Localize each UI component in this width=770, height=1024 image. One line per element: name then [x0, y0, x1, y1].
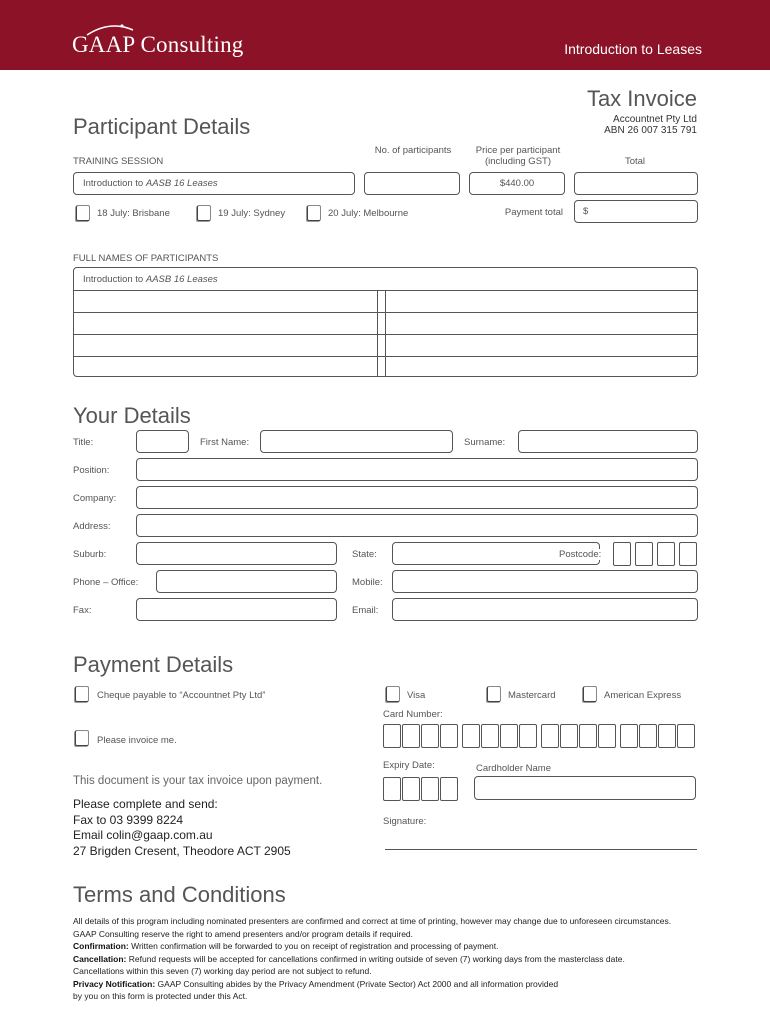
signature-label: Signature:: [383, 816, 427, 827]
brisbane-label: 18 July: Brisbane: [97, 208, 170, 219]
postcode-digit-2[interactable]: [635, 542, 653, 566]
card-digit[interactable]: [500, 724, 518, 748]
training-session-field[interactable]: [73, 172, 355, 195]
position-label: Position:: [73, 465, 110, 476]
participant-name-field[interactable]: [76, 336, 375, 355]
participant-section-title: Participant Details: [73, 114, 251, 139]
tax-invoice-note: This document is your tax invoice upon payment.: [73, 775, 323, 787]
send-line: Fax to 03 9399 8224: [73, 812, 184, 827]
invoice-label: Please invoice me.: [97, 735, 177, 746]
payment-total-field[interactable]: [574, 200, 698, 223]
participant-names-table: [73, 267, 698, 377]
title-input[interactable]: [136, 430, 189, 453]
sydney-label: 19 July: Sydney: [218, 208, 286, 219]
sydney-checkbox[interactable]: [197, 205, 211, 221]
participant-name-field[interactable]: [387, 336, 695, 355]
mobile-label: Mobile:: [352, 577, 383, 588]
expiry-digit[interactable]: [421, 777, 439, 801]
expiry-digit[interactable]: [402, 777, 420, 801]
participant-name-field[interactable]: [387, 358, 695, 375]
surname-label: Surname:: [464, 437, 506, 448]
postcode-digit-4[interactable]: [679, 542, 697, 566]
names-header-text: Introduction to AASB 16 Leases: [83, 274, 218, 285]
terms-cancellation: Cancellation: Refund requests will be accepted for cancellations confirmed in writing outside of seven (7) working days from the masterclass date.: [73, 953, 625, 964]
postcode-label: Postcode:: [559, 549, 602, 560]
cardholder-input[interactable]: [474, 776, 696, 800]
fax-input[interactable]: [136, 598, 337, 621]
price-field: [469, 172, 565, 195]
price-label-line1: Price per participant: [475, 145, 561, 156]
card-digit[interactable]: [658, 724, 676, 748]
training-session-label: TRAINING SESSION: [73, 156, 164, 167]
cardholder-label: Cardholder Name: [476, 763, 551, 774]
title-label: Title:: [73, 437, 94, 448]
state-label: State:: [352, 549, 377, 560]
postcode-digit-1[interactable]: [613, 542, 631, 566]
company-label: Company:: [73, 493, 117, 504]
company-input[interactable]: [136, 486, 698, 509]
send-line: Email colin@gaap.com.au: [73, 828, 213, 842]
terms-privacy: Privacy Notification: GAAP Consulting abides by the Privacy Amendment (Private Sector) Act 2000 and all information provided: [73, 978, 559, 989]
card-digit[interactable]: [383, 724, 401, 748]
invoice-checkbox[interactable]: [75, 730, 89, 746]
address-label: Address:: [73, 521, 111, 532]
send-line: Please complete and send:: [73, 797, 218, 811]
first-name-label: First Name:: [200, 437, 250, 448]
phone-office-input[interactable]: [156, 570, 337, 593]
full-names-label: FULL NAMES OF PARTICIPANTS: [73, 253, 219, 264]
fax-label: Fax:: [73, 605, 92, 616]
cheque-checkbox[interactable]: [75, 686, 89, 702]
num-participants-label: No. of participants: [374, 145, 452, 156]
participant-name-field[interactable]: [387, 292, 695, 311]
names-col-divider: [385, 290, 386, 376]
participant-name-field[interactable]: [387, 314, 695, 333]
terms-line: Cancellations within this seven (7) working day period are not subject to refund.: [73, 966, 372, 976]
suburb-input[interactable]: [136, 542, 337, 565]
mobile-input[interactable]: [392, 570, 698, 593]
visa-checkbox[interactable]: [386, 686, 400, 702]
terms-confirmation: Confirmation: Written confirmation will be forwarded to you on receipt of registration and processing of payment.: [73, 941, 499, 951]
card-digit[interactable]: [639, 724, 657, 748]
card-digit[interactable]: [560, 724, 578, 748]
invoice-company: Accountnet Pty Ltd: [613, 114, 697, 125]
payment-total-label: Payment total: [504, 207, 563, 218]
card-number-label: Card Number:: [383, 709, 443, 720]
mastercard-label: Mastercard: [508, 690, 556, 701]
postcode-digit-3[interactable]: [657, 542, 675, 566]
card-digit[interactable]: [481, 724, 499, 748]
names-col-divider: [377, 290, 378, 376]
brand-logo: GAAP Consulting: [72, 32, 244, 57]
email-label: Email:: [352, 605, 379, 616]
your-details-title: Your Details: [73, 403, 191, 428]
cheque-label: Cheque payable to “Accountnet Pty Ltd”: [97, 690, 266, 701]
address-input[interactable]: [136, 514, 698, 537]
send-instructions: [73, 797, 291, 859]
card-digit[interactable]: [677, 724, 695, 748]
signature-line[interactable]: [385, 849, 697, 850]
expiry-digit[interactable]: [383, 777, 401, 801]
total-label: Total: [624, 156, 646, 167]
amex-label: American Express: [604, 690, 682, 701]
price-label-line2: (including GST): [485, 156, 551, 167]
email-input[interactable]: [392, 598, 698, 621]
price-value: $440.00: [499, 178, 535, 189]
expiry-digit[interactable]: [440, 777, 458, 801]
terms-body: [73, 915, 713, 1003]
card-digit[interactable]: [402, 724, 420, 748]
card-digit[interactable]: [421, 724, 439, 748]
course-title: Introduction to Leases: [564, 41, 702, 57]
amex-checkbox[interactable]: [583, 686, 597, 702]
expiry-label: Expiry Date:: [383, 760, 435, 771]
brisbane-checkbox[interactable]: [76, 205, 90, 221]
position-input[interactable]: [136, 458, 698, 481]
participant-name-field[interactable]: [76, 292, 375, 311]
phone-office-label: Phone – Office:: [73, 577, 139, 588]
num-participants-field[interactable]: [364, 172, 460, 195]
mastercard-checkbox[interactable]: [487, 686, 501, 702]
card-digit[interactable]: [620, 724, 638, 748]
invoice-title: Tax Invoice: [586, 86, 697, 111]
currency-symbol: $: [583, 206, 589, 217]
card-digit[interactable]: [519, 724, 537, 748]
melbourne-label: 20 July: Melbourne: [328, 208, 409, 219]
first-name-input[interactable]: [260, 430, 453, 453]
visa-label: Visa: [407, 690, 426, 701]
surname-input[interactable]: [518, 430, 698, 453]
terms-line: by you on this form is protected under this Act.: [73, 991, 248, 1001]
card-digit[interactable]: [541, 724, 559, 748]
total-field[interactable]: [574, 172, 698, 195]
participant-name-field[interactable]: [76, 314, 375, 333]
card-digit[interactable]: [598, 724, 616, 748]
terms-line: GAAP Consulting reserve the right to amend presenters and/or program details if required.: [73, 928, 414, 939]
session-field-text: Introduction to AASB 16 Leases: [83, 178, 218, 189]
terms-line: All details of this program including nominated presenters are confirmed and correct at time of printing, however may change due to unforeseen circumstances.: [73, 916, 672, 926]
suburb-label: Suburb:: [73, 549, 107, 560]
invoice-abn: ABN 26 007 315 791: [604, 125, 697, 136]
terms-title: Terms and Conditions: [73, 882, 286, 907]
card-digit[interactable]: [579, 724, 597, 748]
payment-details-title: Payment Details: [73, 652, 234, 677]
card-digit[interactable]: [440, 724, 458, 748]
card-digit[interactable]: [462, 724, 480, 748]
participant-name-field[interactable]: [76, 358, 375, 375]
send-line: 27 Brigden Cresent, Theodore ACT 2905: [73, 843, 291, 858]
melbourne-checkbox[interactable]: [307, 205, 321, 221]
